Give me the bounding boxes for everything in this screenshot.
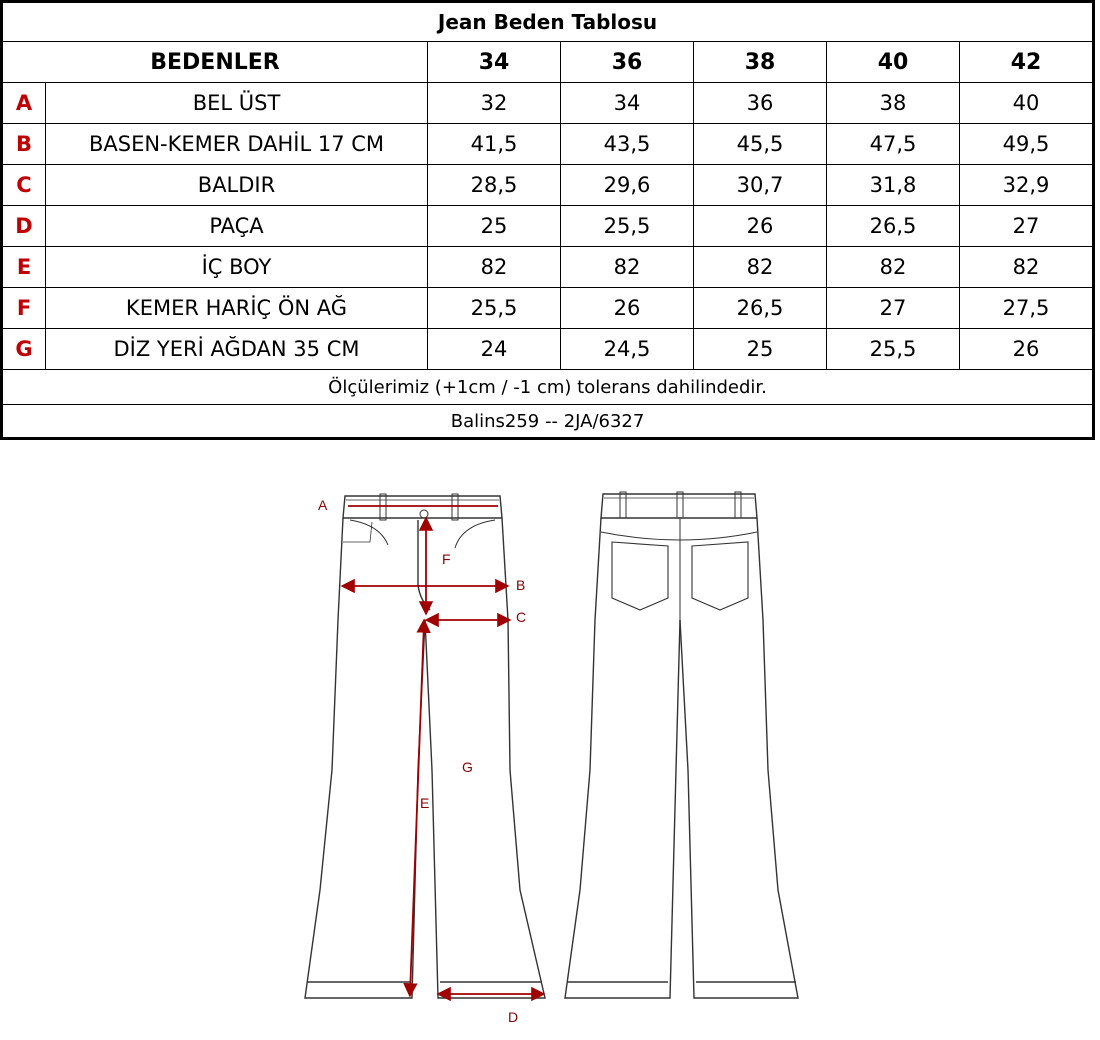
row-letter: D xyxy=(2,206,46,247)
measurement-value: 26 xyxy=(960,329,1094,370)
measurement-value: 26,5 xyxy=(827,206,960,247)
measurement-value: 25 xyxy=(694,329,827,370)
sizes-header-label: BEDENLER xyxy=(2,42,428,83)
front-view-jeans xyxy=(305,494,545,998)
size-header: 40 xyxy=(827,42,960,83)
measurement-value: 24,5 xyxy=(561,329,694,370)
measurement-value: 34 xyxy=(561,83,694,124)
measurement-value: 82 xyxy=(694,247,827,288)
measurement-value: 27 xyxy=(827,288,960,329)
label-b: B xyxy=(516,577,526,593)
measurement-value: 25,5 xyxy=(827,329,960,370)
size-header: 38 xyxy=(694,42,827,83)
row-letter: G xyxy=(2,329,46,370)
measurement-lines xyxy=(344,506,542,994)
tolerance-note: Ölçülerimiz (+1cm / -1 cm) tolerans dahilindedir. xyxy=(2,370,1094,405)
label-a: A xyxy=(318,497,328,513)
measurement-name: BALDIR xyxy=(46,165,428,206)
header-row xyxy=(2,42,1094,83)
measurement-value: 32 xyxy=(428,83,561,124)
measurement-name: PAÇA xyxy=(46,206,428,247)
table-row xyxy=(2,329,1094,370)
row-letter: B xyxy=(2,124,46,165)
measurement-value: 25,5 xyxy=(561,206,694,247)
measurement-value: 31,8 xyxy=(827,165,960,206)
measurement-value: 82 xyxy=(428,247,561,288)
measurement-name: İÇ BOY xyxy=(46,247,428,288)
measurement-name: BEL ÜST xyxy=(46,83,428,124)
jeans-diagram xyxy=(0,470,1100,1040)
measurement-value: 36 xyxy=(694,83,827,124)
table-row xyxy=(2,247,1094,288)
measurement-value: 25 xyxy=(428,206,561,247)
measurement-name: KEMER HARİÇ ÖN AĞ xyxy=(46,288,428,329)
row-letter: E xyxy=(2,247,46,288)
measurement-value: 27 xyxy=(960,206,1094,247)
measurement-value: 82 xyxy=(827,247,960,288)
measurement-value: 27,5 xyxy=(960,288,1094,329)
table-row xyxy=(2,165,1094,206)
measurement-value: 41,5 xyxy=(428,124,561,165)
label-c: C xyxy=(516,609,527,625)
label-g: G xyxy=(462,759,473,775)
size-chart-table xyxy=(0,0,1095,440)
measurement-value: 32,9 xyxy=(960,165,1094,206)
measurement-value: 28,5 xyxy=(428,165,561,206)
size-header: 34 xyxy=(428,42,561,83)
measurement-value: 25,5 xyxy=(428,288,561,329)
table-row xyxy=(2,83,1094,124)
measurement-value: 29,6 xyxy=(561,165,694,206)
measurement-value: 49,5 xyxy=(960,124,1094,165)
measurement-name: DİZ YERİ AĞDAN 35 CM xyxy=(46,329,428,370)
measurement-value: 40 xyxy=(960,83,1094,124)
row-letter: F xyxy=(2,288,46,329)
measurement-value: 82 xyxy=(960,247,1094,288)
diagram-labels xyxy=(318,497,526,1025)
measurement-value: 43,5 xyxy=(561,124,694,165)
row-letter: C xyxy=(2,165,46,206)
measurement-value: 30,7 xyxy=(694,165,827,206)
label-d: D xyxy=(508,1009,519,1025)
size-header: 36 xyxy=(561,42,694,83)
label-e: E xyxy=(420,795,430,811)
measurement-value: 26 xyxy=(694,206,827,247)
label-f: F xyxy=(442,551,451,567)
measurement-value: 24 xyxy=(428,329,561,370)
size-header: 42 xyxy=(960,42,1094,83)
product-code: Balins259 -- 2JA/6327 xyxy=(2,405,1094,439)
measurement-value: 26,5 xyxy=(694,288,827,329)
measurement-name: BASEN-KEMER DAHİL 17 CM xyxy=(46,124,428,165)
measurement-value: 45,5 xyxy=(694,124,827,165)
measurement-value: 82 xyxy=(561,247,694,288)
table-row xyxy=(2,124,1094,165)
table-row xyxy=(2,206,1094,247)
back-view-jeans xyxy=(565,492,798,998)
table-row xyxy=(2,288,1094,329)
measurement-value: 26 xyxy=(561,288,694,329)
row-letter: A xyxy=(2,83,46,124)
table-title: Jean Beden Tablosu xyxy=(2,2,1094,42)
measurement-value: 47,5 xyxy=(827,124,960,165)
measurement-value: 38 xyxy=(827,83,960,124)
